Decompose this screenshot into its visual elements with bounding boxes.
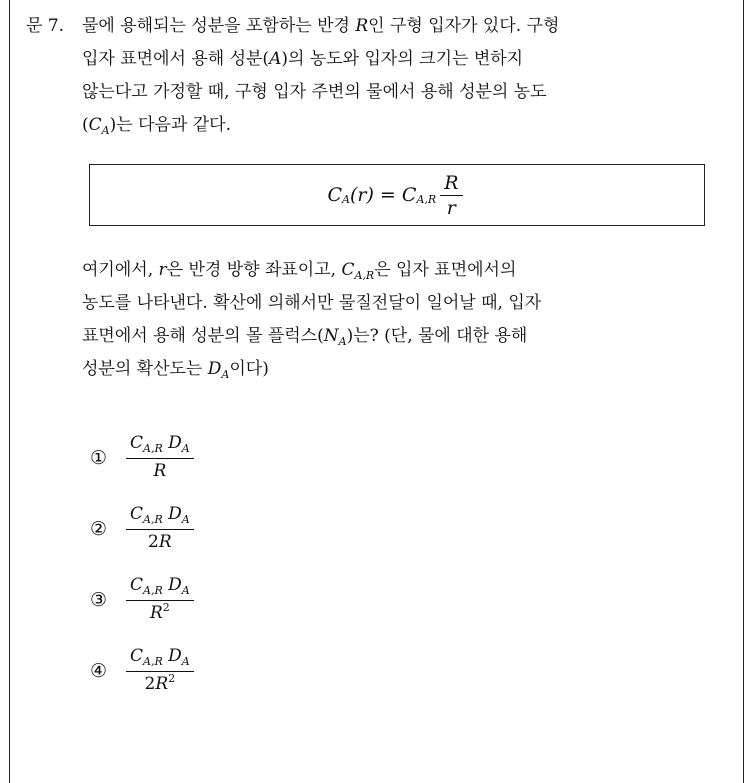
stem-line-2: 입자 표면에서 용해 성분(A)의 농도와 입자의 크기는 변하지 bbox=[82, 49, 524, 69]
choice-1[interactable] bbox=[90, 432, 198, 484]
explanation-line-2: 농도를 나타낸다. 확산에 의해서만 물질전달이 일어날 때, 입자 bbox=[82, 293, 542, 313]
left-border-line bbox=[9, 0, 10, 783]
stem-line-3: 않는다고 가정할 때, 구형 입자 주변의 물에서 용해 성분의 농도 bbox=[82, 82, 547, 102]
choice-4-fraction: $\frac{C_{A,R} D_A}{2R^2}$ bbox=[126, 645, 194, 697]
choice-1-label: ① bbox=[90, 447, 108, 469]
choice-1-fraction: $\frac{C_{A,R} D_A}{R}$ bbox=[126, 432, 194, 484]
equation-denominator: r bbox=[446, 196, 456, 219]
explanation-line-3: 표면에서 용해 성분의 몰 플럭스$(N_A)$는? (단, 물에 대한 용해 bbox=[82, 326, 528, 348]
explanation-text bbox=[82, 254, 732, 386]
choice-4[interactable] bbox=[90, 645, 198, 697]
equation-box bbox=[89, 164, 705, 226]
equation-rhs-var: C bbox=[401, 184, 417, 206]
stem-line-1: 물에 용해되는 성분을 포함하는 반경 R인 구형 입자가 있다. 구형 bbox=[82, 16, 560, 36]
choice-3-fraction: $\frac{C_{A,R} D_A}{R^2}$ bbox=[126, 574, 194, 626]
equation-fraction bbox=[440, 172, 462, 219]
question-stem bbox=[82, 10, 732, 142]
stem-line-4: $(C_A)$는 다음과 같다. bbox=[82, 115, 231, 137]
right-border-line bbox=[743, 0, 744, 783]
explanation-line-4: 성분의 확산도는 $D_A$이다) bbox=[82, 359, 269, 381]
choice-3-label: ③ bbox=[90, 589, 108, 611]
equation-lhs-var: C bbox=[327, 184, 343, 206]
equation-numerator: R bbox=[440, 172, 462, 196]
choice-4-label: ④ bbox=[90, 660, 108, 682]
equation-lhs-sub: A bbox=[342, 192, 350, 206]
choice-2[interactable] bbox=[90, 503, 198, 555]
question-number: 문 7. bbox=[26, 16, 65, 36]
choice-2-fraction: $\frac{C_{A,R} D_A}{2R}$ bbox=[126, 503, 194, 555]
choice-3[interactable] bbox=[90, 574, 198, 626]
equation-lhs-arg: (r) = bbox=[349, 184, 402, 206]
explanation-line-1: 여기에서, r은 반경 방향 좌표이고, $C_{A,R}$은 입자 표면에서의 bbox=[82, 260, 517, 282]
choice-2-label: ② bbox=[90, 518, 108, 540]
equation-rhs-sub: A,R bbox=[416, 192, 437, 206]
